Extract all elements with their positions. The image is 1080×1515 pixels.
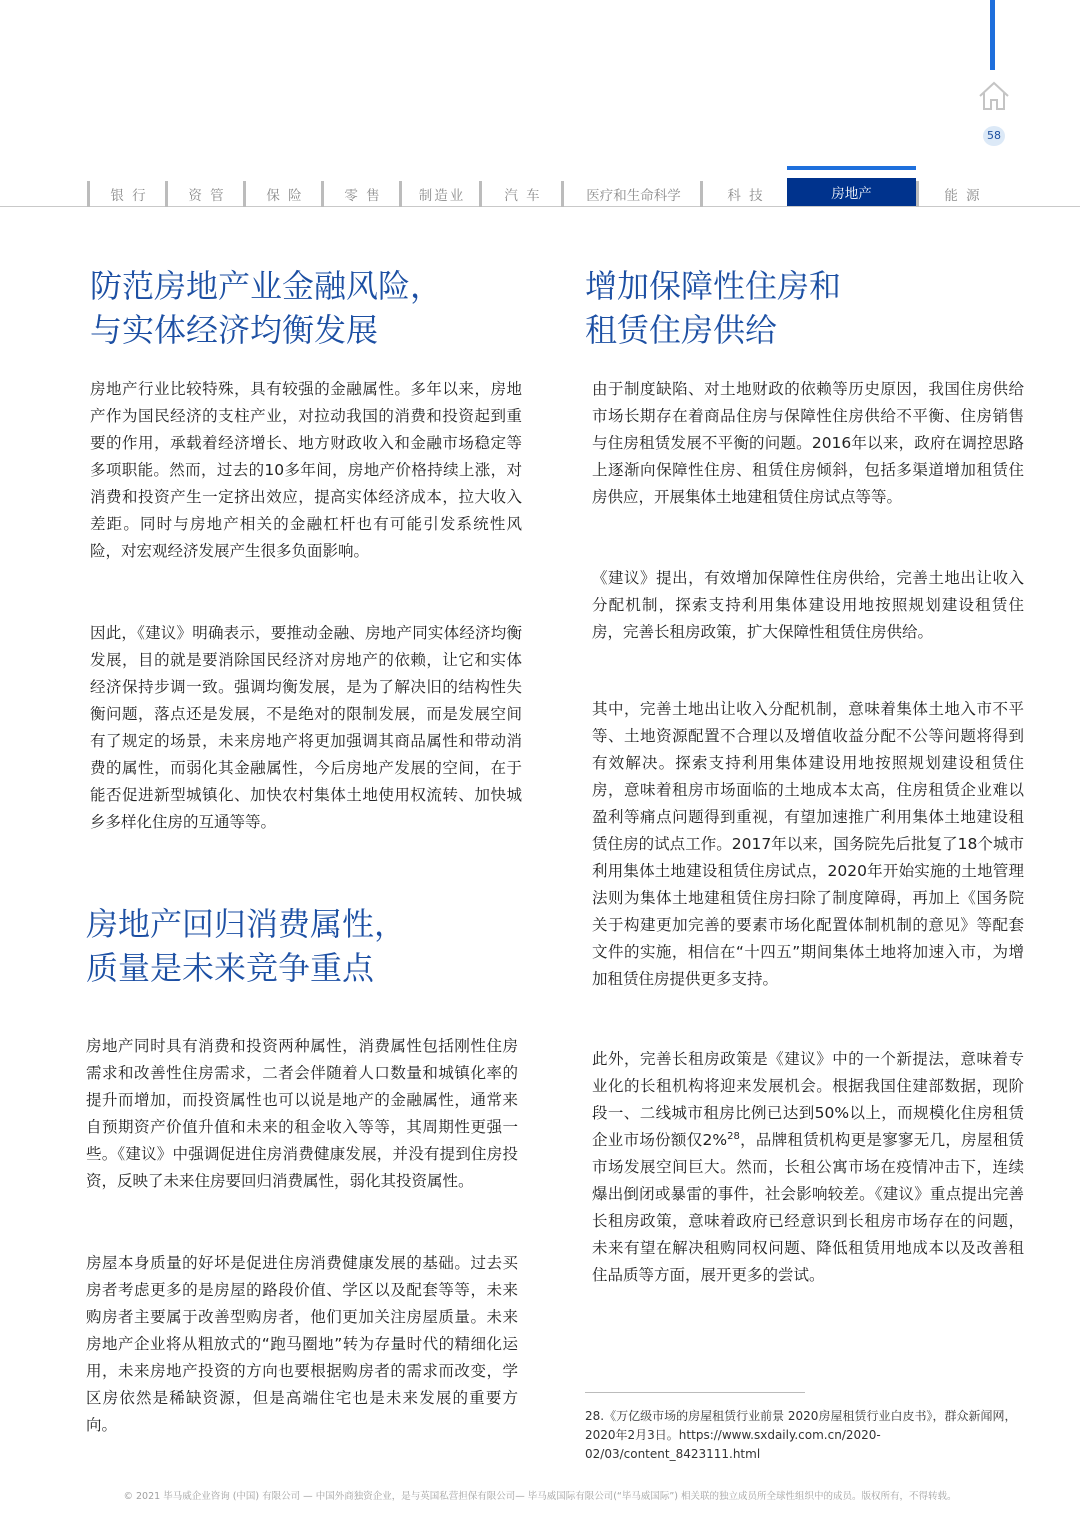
paragraph: 房地产行业比较特殊，具有较强的金融属性。多年以来，房地产作为国民经济的支柱产业，对拉动我国的消费和投资起到重要的作用，承载着经济增长、地方财政收入和金融市场稳定等多项职能。然而，过去的10多年间，房地产价格持续上涨，对消费和投资产生一定挤出效应，提高实体经济成本，拉大收入差距。同时与房地产相关的金融杠杆也有可能引发系统性风险，对宏观经济发展产生很多负面影响。 bbox=[90, 380, 522, 560]
paragraph bbox=[592, 1046, 1024, 1289]
paragraph-text: 此外，完善长租房政策是《建议》中的一个新提法，意味着专业化的长租机构将迎来发展机会。根据我国住建部数据，现阶段一、二线城市租房比例已达到50%以上，而规模化住房租赁企业市场份额仅2% bbox=[592, 1050, 1024, 1149]
section-heading-consumption bbox=[86, 902, 546, 990]
heading-line: 与实体经济均衡发展 bbox=[90, 311, 379, 349]
heading-line: 质量是未来竞争重点 bbox=[86, 949, 375, 987]
heading-line: 防范房地产业金融风险， bbox=[90, 267, 443, 305]
tab-technology[interactable]: 科 技 bbox=[700, 181, 789, 207]
section-heading-financial-risk bbox=[90, 264, 550, 352]
tab-energy[interactable]: 能 源 bbox=[916, 181, 1007, 207]
page-number: 58 bbox=[983, 126, 1005, 146]
home-icon[interactable] bbox=[977, 80, 1011, 112]
paragraph-text: ，品牌租赁机构更是寥寥无几，房屋租赁市场发展空间巨大。然而，长租公寓市场在疫情冲击下，连续爆出倒闭或暴雷的事件，社会影响较差。《建议》重点提出完善长租房政策，意味着政府已经意识到长租房市场存在的问题，未来有望在解决租购同权问题、降低租赁用地成本以及改善租住品质等方面，展开更多的尝试。 bbox=[592, 1131, 1024, 1284]
tab-asset-management[interactable]: 资 管 bbox=[165, 181, 246, 207]
footnote-ref[interactable]: 28 bbox=[727, 1130, 740, 1142]
active-tab-indicator bbox=[787, 166, 916, 170]
paragraph: 《建议》提出，有效增加保障性住房供给，完善土地出让收入分配机制，探索支持利用集体建设用地按照规划建设租赁住房，完善长租房政策，扩大保障性租赁住房供给。 bbox=[592, 569, 1024, 641]
heading-line: 房地产回归消费属性， bbox=[86, 905, 407, 943]
footnote-divider bbox=[585, 1392, 805, 1393]
paragraph: 其中，完善土地出让收入分配机制，意味着集体土地入市不平等、土地资源配置不合理以及增值收益分配不公等问题将得到有效解决。探索支持利用集体建设用地按照规划建设租赁住房，意味着租房市场面临的土地成本太高，住房租赁企业难以盈利等痛点问题得到重视，有望加速推广利用集体土地建设租赁住房的试点工作。2017年以来，国务院先后批复了18个城市利用集体土地建设租赁住房试点，2020年开始实施的土地管理法则为集体土地建租赁住房扫除了制度障碍，再加上《国务院关于构建更加完善的要素市场化配置体制机制的意见》等配套文件的实施，相信在“十四五”期间集体土地将加速入市，为增加租赁住房提供更多支持。 bbox=[592, 700, 1024, 988]
paragraph: 房屋本身质量的好坏是促进住房消费健康发展的基础。过去买房者考虑更多的是房屋的路段价值、学区以及配套等等，未来购房者主要属于改善型购房者，他们更加关注房屋质量。未来房地产企业将从粗放式的“跑马圈地”转为存量时代的精细化运用，未来房地产投资的方向也要根据购房者的需求而改变，学区房依然是稀缺资源，但是高端住宅也是未来发展的重要方向。 bbox=[86, 1254, 518, 1434]
tab-banking[interactable]: 银 行 bbox=[87, 181, 168, 207]
tab-manufacturing[interactable]: 制造业 bbox=[399, 181, 482, 207]
paragraph: 由于制度缺陷、对土地财政的依赖等历史原因，我国住房供给市场长期存在着商品住房与保障性住房供给不平衡、住房销售与住房租赁发展不平衡的问题。2016年以来，政府在调控思路上逐渐向保障性住房、租赁住房倾斜，包括多渠道增加租赁住房供应，开展集体土地建租赁住房试点等等。 bbox=[592, 380, 1024, 506]
paragraph: 房地产同时具有消费和投资两种属性，消费属性包括刚性住房需求和改善性住房需求，二者会伴随着人口数量和城镇化率的提升而增加，而投资属性也可以说是地产的金融属性，通常来自预期资产价值升值和未来的租金收入等等，其周期性更强一些。《建议》中强调促进住房消费健康发展，并没有提到住房投资，反映了未来住房要回归消费属性，弱化其投资属性。 bbox=[86, 1037, 518, 1190]
tab-insurance[interactable]: 保 险 bbox=[243, 181, 324, 207]
copyright-footer: © 2021 毕马威企业咨询 (中国) 有限公司 — 中国外商独资企业，是与英国私营担保有限公司— 毕马威国际有限公司(“毕马威国际”) 相关联的独立成员所全球性组织中的成员。版权所有，不得转载。 bbox=[123, 1491, 957, 1502]
tab-automotive[interactable]: 汽 车 bbox=[479, 181, 564, 207]
tab-retail[interactable]: 零 售 bbox=[321, 181, 402, 207]
top-accent-bar bbox=[990, 0, 995, 70]
tab-real-estate[interactable]: 房地产 bbox=[787, 178, 916, 206]
footnote: 28.《万亿级市场的房屋租赁行业前景 2020房屋租赁行业白皮书》，群众新闻网，2020年2月3日。https://www.sxdaily.com.cn/2020-02/03/content_8423111.html bbox=[585, 1409, 1017, 1461]
tab-healthcare[interactable]: 医疗和生命科学 bbox=[561, 181, 703, 207]
heading-line: 增加保障性住房和 bbox=[585, 267, 842, 305]
paragraph: 因此，《建议》明确表示，要推动金融、房地产同实体经济均衡发展，目的就是要消除国民经济对房地产的依赖，让它和实体经济保持步调一致。强调均衡发展，是为了解决旧的结构性失衡问题，落点还是发展，不是绝对的限制发展，而是发展空间有了规定的场景，未来房地产将更加强调其商品属性和带动消费的属性，而弱化其金融属性，今后房地产发展的空间，在于能否促进新型城镇化、加快农村集体土地使用权流转、加快城乡多样化住房的互通等等。 bbox=[90, 624, 522, 831]
section-heading-housing-supply bbox=[585, 264, 1025, 352]
heading-line: 租赁住房供给 bbox=[585, 311, 778, 349]
